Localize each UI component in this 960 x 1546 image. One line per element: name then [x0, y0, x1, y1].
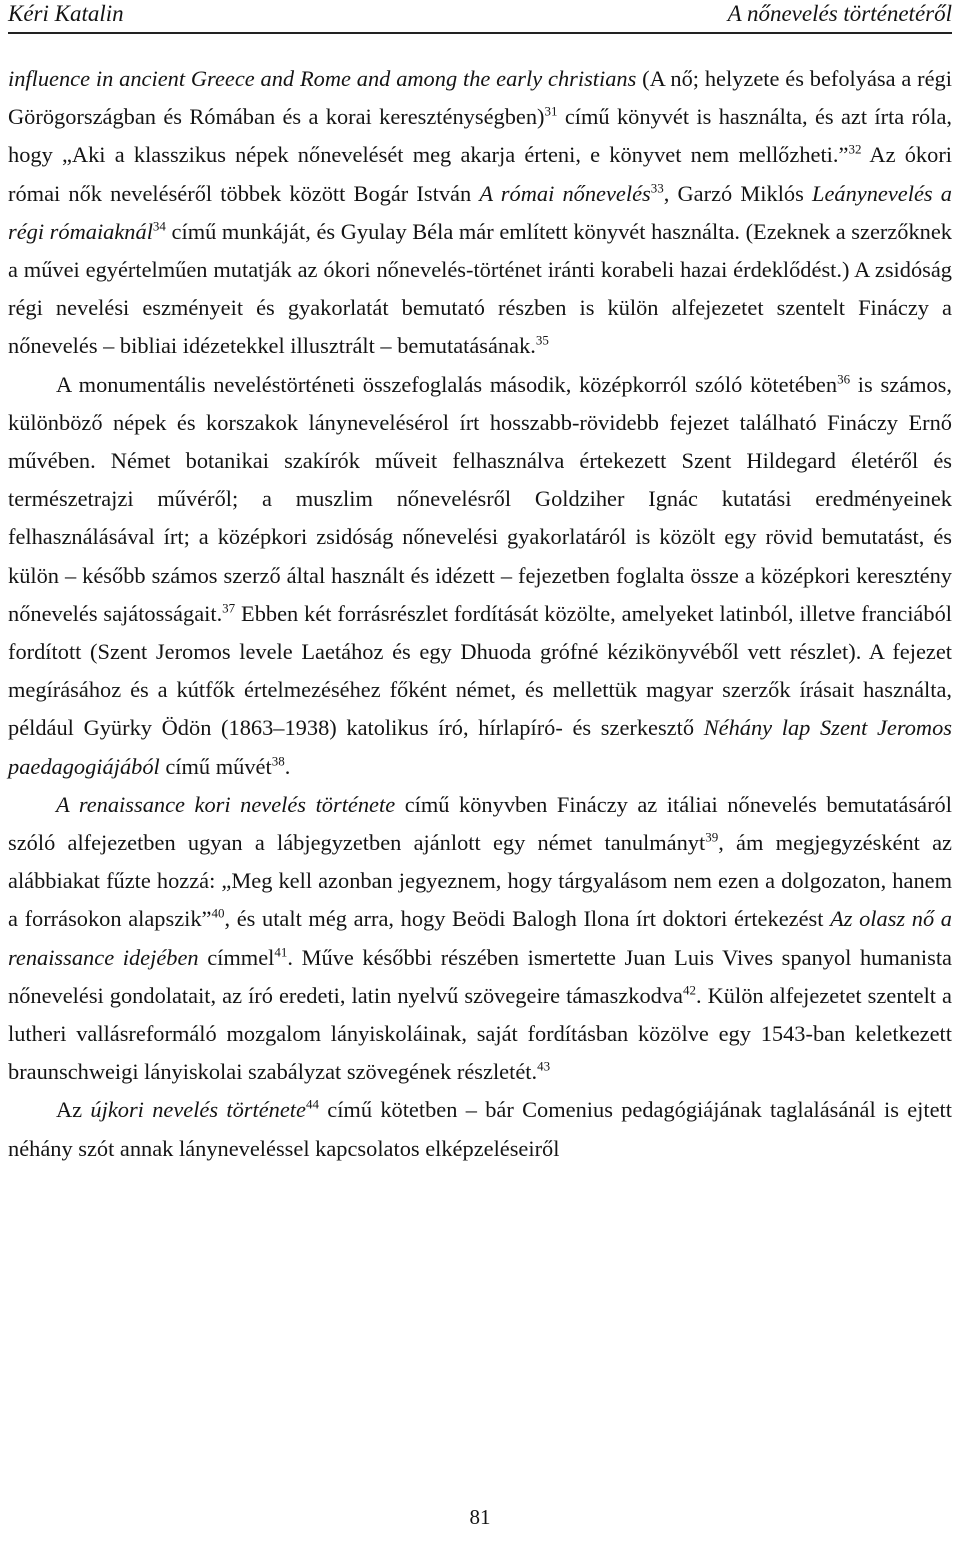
book-title: A renaissance kori nevelés története: [56, 791, 396, 817]
paragraph-3: A renaissance kori nevelés története című könyvben Fináczy az itáliai nőnevelés bemutatásáról szóló alfejezetben ugyan a lábjegyzetben ajánlott egy német tanulmányt$^{39}$, ám megjegyzésként az alábbiakat fűzte hozzá: „Meg kell azonban jegyeznem, hogy tárgyalásom nem ezen a dolgozaton, hanem a forrásokon alapszik”$^{40}$, és utalt még arra, hogy Beödi Balogh Ilona írt doktori értekezést Az olasz nő a renaissance idejében címmel$^{41}$. Műve későbbi részében ismertette Juan Luis Vives spanyol humanista nőnevelési gondolatait, az író eredeti, latin nyelvű szövegeire támaszkodva$^{42}$. Külön alfejezetet szentelt a lutheri vallásreformáló mozgalom lányiskoláinak, saját fordításban közölve egy 1543-ban keletkezett braunschweigi lányiskolai szabályzat szövegének részletét.$^{43}$: [8, 791, 952, 1085]
book-title: A római nőnevelés: [479, 180, 651, 206]
footnote-ref-34[interactable]: 34: [152, 218, 166, 234]
footnote-ref-35[interactable]: 35: [535, 332, 549, 348]
book-title: újkori nevelés története: [90, 1097, 306, 1123]
page-number: 81: [469, 1505, 491, 1529]
footnote-ref-38[interactable]: 38: [271, 753, 285, 769]
footnote-ref-44[interactable]: 44: [305, 1097, 319, 1113]
footnote-ref-32[interactable]: 32: [848, 141, 862, 157]
footnote-ref-37[interactable]: 37: [222, 600, 236, 616]
footnote-ref-31[interactable]: 31: [544, 103, 558, 119]
footnote-ref-33[interactable]: 33: [650, 180, 664, 196]
footnote-ref-43[interactable]: 43: [537, 1058, 551, 1074]
footnote-ref-42[interactable]: 42: [682, 982, 696, 998]
footnote-ref-40[interactable]: 40: [211, 906, 225, 921]
header-title: A nőnevelés történetéről: [727, 1, 952, 26]
header-author: Kéri Katalin: [8, 1, 124, 26]
book-title: Az olasz nő a renaissance idejében: [8, 906, 952, 970]
footnote-ref-39[interactable]: 39: [705, 829, 719, 845]
footnote-ref-36[interactable]: 36: [837, 371, 851, 387]
running-header: [8, 0, 952, 30]
book-title-en: influence in ancient Greece and Rome and among the early christians: [8, 66, 637, 91]
book-title: Néhány lap Szent Jeromos paedagogiájából: [8, 715, 952, 779]
header-rule: [8, 32, 952, 34]
paragraph-1: influence in ancient Greece and Rome and among the early christians (A nő; helyzete és befolyása a régi Görögországban és Rómában és a korai kereszténységben)$^{31}$ című könyvét is használta, és azt írta róla, hogy „Aki a klasszikus népek nőnevelését meg akarja érteni, e könyvet nem mellőzheti.”$^{32}$ Az ókori római nők neveléséről többek között Bogár István A római nőnevelés$^{33}$, Garzó Miklós Leánynevelés a régi rómaiaknál$^{34}$ című munkáját, és Gyulay Béla már említett könyvét használta. (Ezeknek a szerzőknek a művei egyértelműen mutatják az ókori nőnevelés-történet iránti korabeli hazai érdeklődést.) A zsidóság régi nevelési eszményeit és gyakorlatát bemutató részben is külön alfejezetet szentelt Fináczy a nőnevelés – bibliai idézetekkel illusztrált – bemutatásának.$^{35}$: [8, 66, 952, 359]
book-title: Leánynevelés a régi rómaiaknál: [8, 180, 952, 244]
footnote-ref-41[interactable]: 41: [274, 944, 288, 960]
paragraph-4: Az újkori nevelés története$^{44}$ című kötetben – bár Comenius pedagógiájának taglalásánál is ejtett néhány szót annak lányneveléssel kapcsolatos elképzeléseiről: [8, 1097, 952, 1161]
body-text: [8, 60, 952, 1168]
paragraph-2: A monumentális neveléstörténeti összefoglalás második, középkorról szóló kötetében$^{36}$ is számos, különböző népek és korszakok lánynevelésérol írt hosszabb-rövidebb fejezet található Fináczy Ernő művében. Német botanikai szakírók műveit felhasználva értekezett Szent Hildegard életéről és természetrajzi művéről; a muszlim nőnevelésről Goldziher Ignác kutatási eredményeinek felhasználásával írt; a középkori zsidóság nőnevelési gyakorlatáról is közölt egy rövid bemutatást, és külön – később számos szerző által használt és idézett – fejezetben foglalta össze a középkori keresztény nőnevelés sajátosságait.$^{37}$ Ebben két forrásrészlet fordítását közölte, amelyeket latinból, illetve franciából fordított (Szent Jeromos levele Laetához és egy Dhuoda grófné kézikönyvéből vett részlet). A fejezet megírásához és a kútfők értelmezéséhez főként német, és mellettük magyar szerzők írásait használta, például Gyürky Ödön (1863–1938) katolikus író, hírlapíró- és szerkesztő Néhány lap Szent Jeromos paedagogiájából című művét$^{38}$.: [8, 371, 952, 779]
